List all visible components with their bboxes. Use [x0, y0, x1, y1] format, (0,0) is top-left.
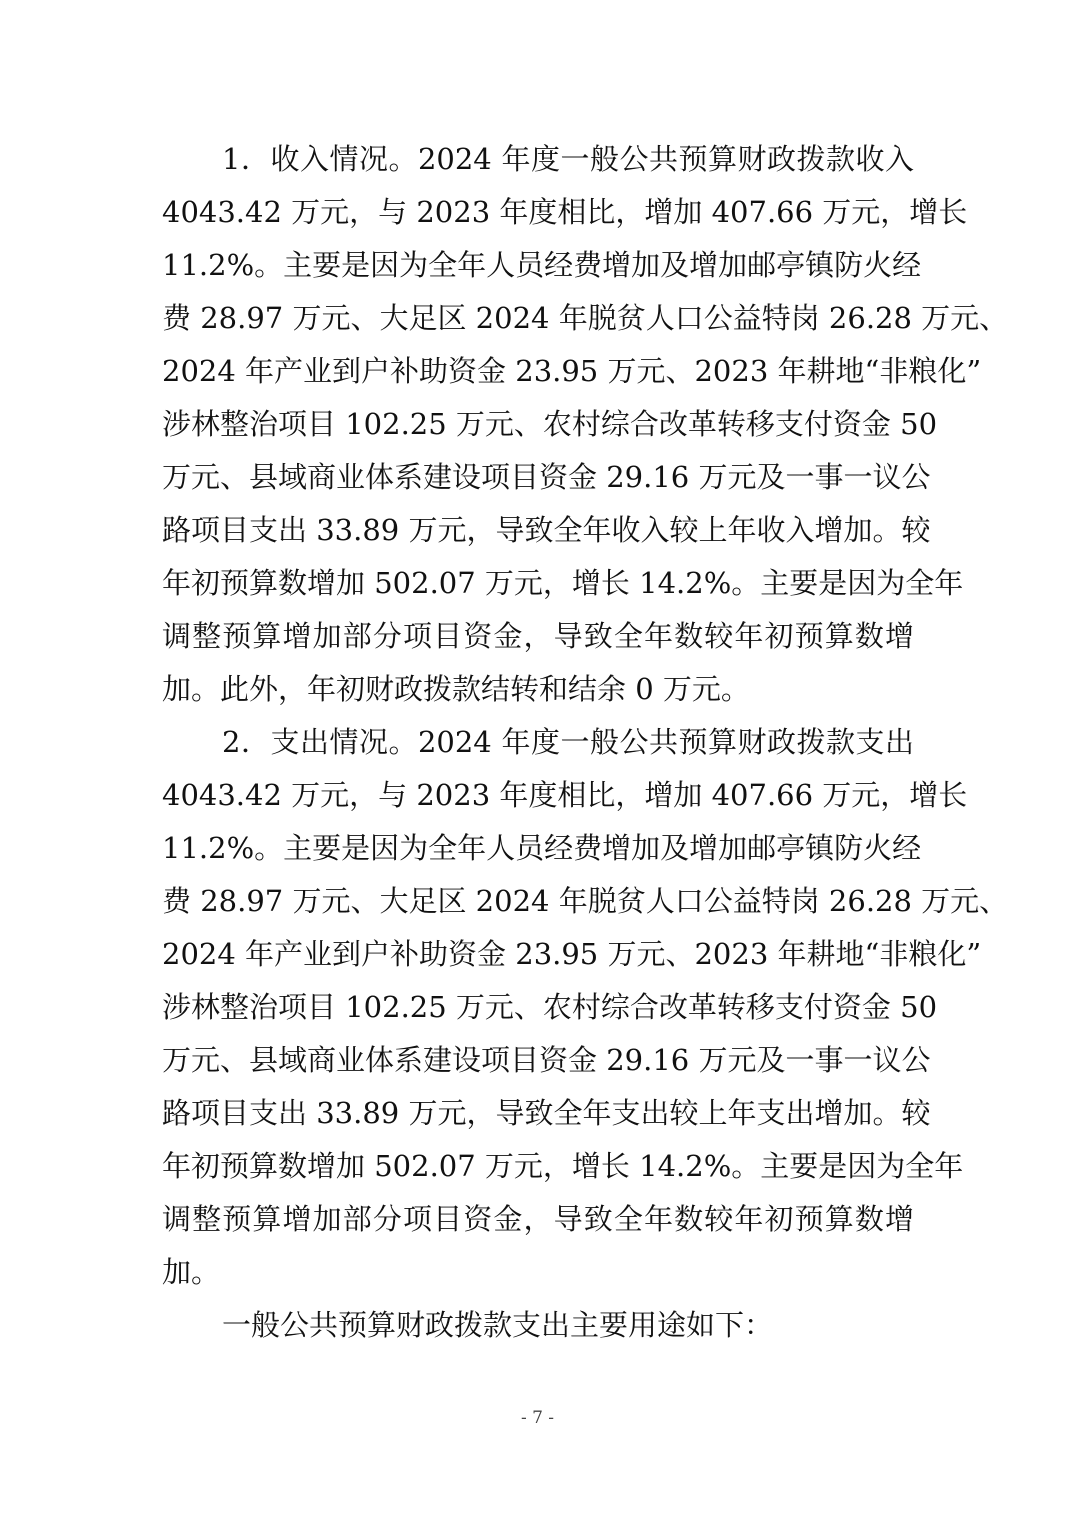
text-line: 调整预算增加部分项目资金，导致全年数较年初预算数增: [162, 1202, 914, 1236]
text-line: 费 28.97 万元、大足区 2024 年脱贫人口公益特岗 26.28 万元、: [162, 301, 1009, 335]
text-line: 涉林整治项目 102.25 万元、农村综合改革转移支付资金 50: [162, 990, 938, 1024]
text-line: 调整预算增加部分项目资金，导致全年数较年初预算数增: [162, 619, 914, 653]
text-line: 万元、县域商业体系建设项目资金 29.16 万元及一事一议公: [162, 1043, 931, 1077]
text-line: 涉林整治项目 102.25 万元、农村综合改革转移支付资金 50: [162, 407, 938, 441]
text-line: 一般公共预算财政拨款支出主要用途如下：: [222, 1308, 774, 1342]
text-line: 加。: [162, 1255, 221, 1289]
body-text: [162, 133, 1009, 1352]
text-line: 2024 年产业到户补助资金 23.95 万元、2023 年耕地“非粮化”: [162, 354, 982, 388]
text-line: 11.2%。主要是因为全年人员经费增加及增加邮亭镇防火经: [162, 831, 922, 865]
text-line: 路项目支出 33.89 万元，导致全年支出较上年支出增加。较: [162, 1096, 931, 1130]
text-line: 万元、县域商业体系建设项目资金 29.16 万元及一事一议公: [162, 460, 931, 494]
text-line: 年初预算数增加 502.07 万元，增长 14.2%。主要是因为全年: [162, 1149, 964, 1183]
text-line: 加。此外，年初财政拨款结转和结余 0 万元。: [162, 672, 750, 706]
text-line: 11.2%。主要是因为全年人员经费增加及增加邮亭镇防火经: [162, 248, 922, 282]
text-line: 1．收入情况。2024 年度一般公共预算财政拨款收入: [222, 142, 914, 176]
text-line: 2024 年产业到户补助资金 23.95 万元、2023 年耕地“非粮化”: [162, 937, 982, 971]
text-line: 年初预算数增加 502.07 万元，增长 14.2%。主要是因为全年: [162, 566, 964, 600]
text-line: 4043.42 万元，与 2023 年度相比，增加 407.66 万元，增长: [162, 195, 968, 229]
text-line: 费 28.97 万元、大足区 2024 年脱贫人口公益特岗 26.28 万元、: [162, 884, 1009, 918]
text-line: 路项目支出 33.89 万元，导致全年收入较上年收入增加。较: [162, 513, 931, 547]
text-line: 4043.42 万元，与 2023 年度相比，增加 407.66 万元，增长: [162, 778, 968, 812]
text-line: 2．支出情况。2024 年度一般公共预算财政拨款支出: [222, 725, 914, 759]
page-number: - 7 -: [520, 1408, 555, 1428]
